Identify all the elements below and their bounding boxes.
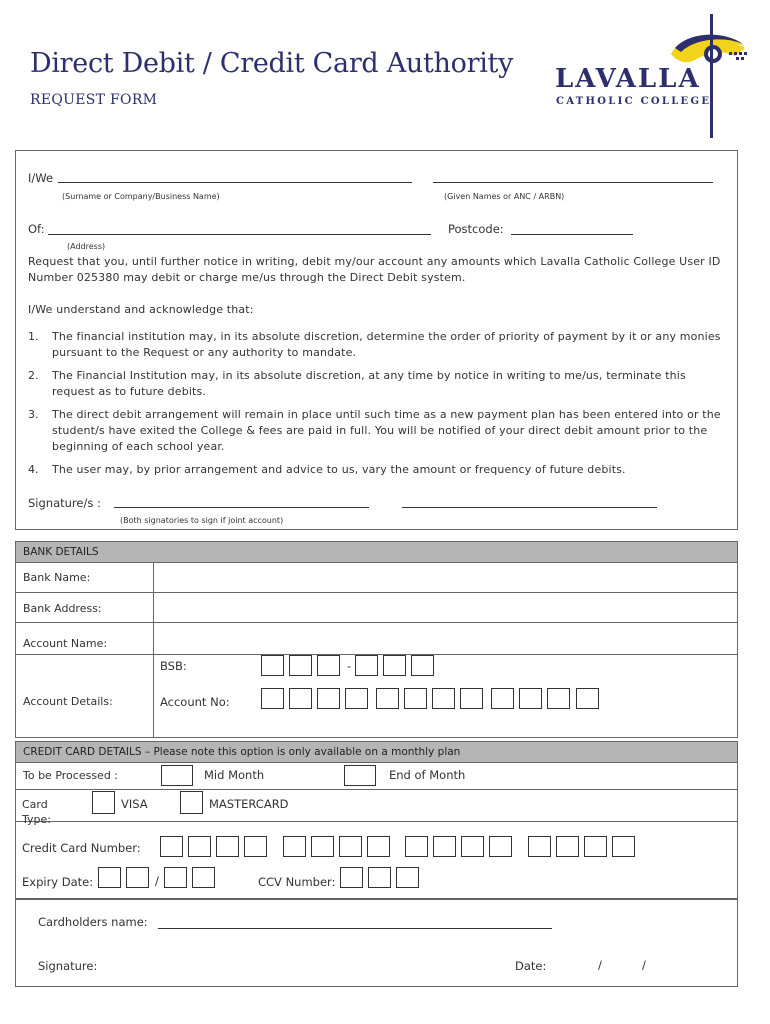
acknowledge-heading: I/We understand and acknowledge that: — [28, 303, 254, 316]
address-field[interactable] — [48, 234, 431, 235]
point-text: The financial institution may, in its absolute discretion, determine the order of priority of payment by it or any monies pursuant to the Request or any authority to mandate. — [52, 330, 721, 359]
card-digit-box[interactable] — [612, 836, 635, 857]
signature-field-1[interactable] — [114, 507, 369, 508]
given-names-hint: (Given Names or ANC / ARBN) — [444, 192, 565, 201]
card-digit-box[interactable] — [405, 836, 428, 857]
account-digit-box[interactable] — [317, 688, 340, 709]
surname-hint: (Surname or Company/Business Name) — [62, 192, 220, 201]
card-digit-box[interactable] — [339, 836, 362, 857]
card-digit-box[interactable] — [528, 836, 551, 857]
account-digit-box[interactable] — [519, 688, 542, 709]
credit-card-heading: CREDIT CARD DETAILS – Please note this option is only available on a monthly plan — [16, 742, 737, 763]
card-digit-box[interactable] — [556, 836, 579, 857]
account-digit-box[interactable] — [376, 688, 399, 709]
expiry-digit-box[interactable] — [126, 867, 149, 888]
mastercard-checkbox[interactable] — [180, 791, 203, 814]
account-digit-box[interactable] — [404, 688, 427, 709]
college-logo-name: LAVALLA — [555, 64, 701, 94]
college-logo-subtitle: CATHOLIC COLLEGE — [556, 96, 712, 107]
request-text: Request that you, until further notice in writing, debit my/our account any amounts which Lavalla Catholic College User ID Number 025380 may debit or charge me/us through the Direct Debit system. — [28, 255, 721, 284]
card-digit-box[interactable] — [311, 836, 334, 857]
card-digit-box[interactable] — [433, 836, 456, 857]
date-separator: / — [642, 958, 646, 972]
processing-row — [16, 763, 737, 790]
bank-name-row — [16, 563, 737, 593]
signature-field-2[interactable] — [402, 507, 657, 508]
card-digit-box[interactable] — [160, 836, 183, 857]
mid-month-checkbox[interactable] — [161, 765, 193, 786]
bank-name-label: Bank Name: — [23, 571, 91, 584]
signature-label: Signature/s : — [28, 496, 101, 510]
expiry-label: Expiry Date: — [22, 875, 94, 889]
postcode-label: Postcode: — [448, 222, 504, 236]
ccv-digit-box[interactable] — [368, 867, 391, 888]
account-no-label: Account No: — [160, 695, 230, 709]
point-number: 3. — [28, 408, 39, 421]
account-digit-box[interactable] — [289, 688, 312, 709]
card-digit-box[interactable] — [188, 836, 211, 857]
end-of-month-label: End of Month — [389, 768, 466, 782]
account-name-row — [16, 623, 737, 655]
visa-label: VISA — [121, 797, 148, 811]
bsb-separator: - — [347, 659, 352, 673]
given-names-field[interactable] — [433, 182, 713, 183]
account-digit-box[interactable] — [432, 688, 455, 709]
account-digit-box[interactable] — [491, 688, 514, 709]
point-text: The user may, by prior arrangement and advice to us, vary the amount or frequency of future debits. — [52, 463, 626, 476]
bsb-digit-box[interactable] — [289, 655, 312, 676]
expiry-digit-box[interactable] — [164, 867, 187, 888]
postcode-field[interactable] — [511, 234, 633, 235]
card-digit-box[interactable] — [216, 836, 239, 857]
card-type-label: Card Type: — [22, 798, 51, 826]
bank-address-label: Bank Address: — [23, 602, 102, 615]
date-label: Date: — [515, 959, 547, 973]
card-digit-box[interactable] — [283, 836, 306, 857]
expiry-digit-box[interactable] — [192, 867, 215, 888]
account-digit-box[interactable] — [547, 688, 570, 709]
account-digit-box[interactable] — [460, 688, 483, 709]
mastercard-label: MASTERCARD — [209, 797, 289, 811]
cardholders-name-field[interactable] — [158, 928, 552, 929]
card-digit-box[interactable] — [244, 836, 267, 857]
cardholder-section — [15, 899, 738, 987]
page-title: Direct Debit / Credit Card Authority — [30, 48, 514, 79]
expiry-separator: / — [155, 874, 159, 888]
card-digit-box[interactable] — [584, 836, 607, 857]
card-number-label: Credit Card Number: — [22, 841, 141, 855]
address-hint: (Address) — [67, 242, 106, 251]
bsb-digit-box[interactable] — [317, 655, 340, 676]
visa-checkbox[interactable] — [92, 791, 115, 814]
bsb-digit-box[interactable] — [261, 655, 284, 676]
ccv-digit-box[interactable] — [396, 867, 419, 888]
page-subtitle: REQUEST FORM — [30, 92, 158, 108]
card-digit-box[interactable] — [367, 836, 390, 857]
to-be-processed-label: To be Processed : — [23, 769, 119, 782]
account-digit-box[interactable] — [261, 688, 284, 709]
cardholder-signature-label: Signature: — [38, 959, 98, 973]
surname-field[interactable] — [58, 182, 412, 183]
account-name-label: Account Name: — [23, 637, 108, 650]
account-digit-box[interactable] — [576, 688, 599, 709]
end-of-month-checkbox[interactable] — [344, 765, 376, 786]
bsb-label: BSB: — [160, 659, 187, 673]
point-text: The direct debit arrangement will remain in place until such time as a new payment plan has been entered into or the student/s have exited the College & fees are paid in full. You will be notified of your direct debit amount prior to the beginning of each school year. — [52, 408, 721, 453]
account-digit-box[interactable] — [345, 688, 368, 709]
expiry-digit-box[interactable] — [98, 867, 121, 888]
bsb-digit-box[interactable] — [355, 655, 378, 676]
iwe-label: I/We — [28, 171, 54, 185]
mid-month-label: Mid Month — [204, 768, 265, 782]
ccv-label: CCV Number: — [258, 875, 336, 889]
bank-details-heading: BANK DETAILS — [16, 542, 737, 563]
ccv-digit-box[interactable] — [340, 867, 363, 888]
of-label: Of: — [28, 222, 45, 236]
signature-hint: (Both signatories to sign if joint account) — [120, 516, 284, 525]
point-text: The Financial Institution may, in its absolute discretion, at any time by notice in writing to me/us, terminate this request as to future debits. — [52, 369, 686, 398]
cardholders-name-label: Cardholders name: — [38, 915, 148, 929]
point-number: 4. — [28, 463, 39, 476]
point-number: 2. — [28, 369, 39, 382]
bsb-digit-box[interactable] — [411, 655, 434, 676]
card-digit-box[interactable] — [461, 836, 484, 857]
date-separator: / — [598, 958, 602, 972]
bank-address-row — [16, 593, 737, 623]
account-details-label: Account Details: — [23, 695, 113, 708]
card-digit-box[interactable] — [489, 836, 512, 857]
point-number: 1. — [28, 330, 39, 343]
bsb-digit-box[interactable] — [383, 655, 406, 676]
